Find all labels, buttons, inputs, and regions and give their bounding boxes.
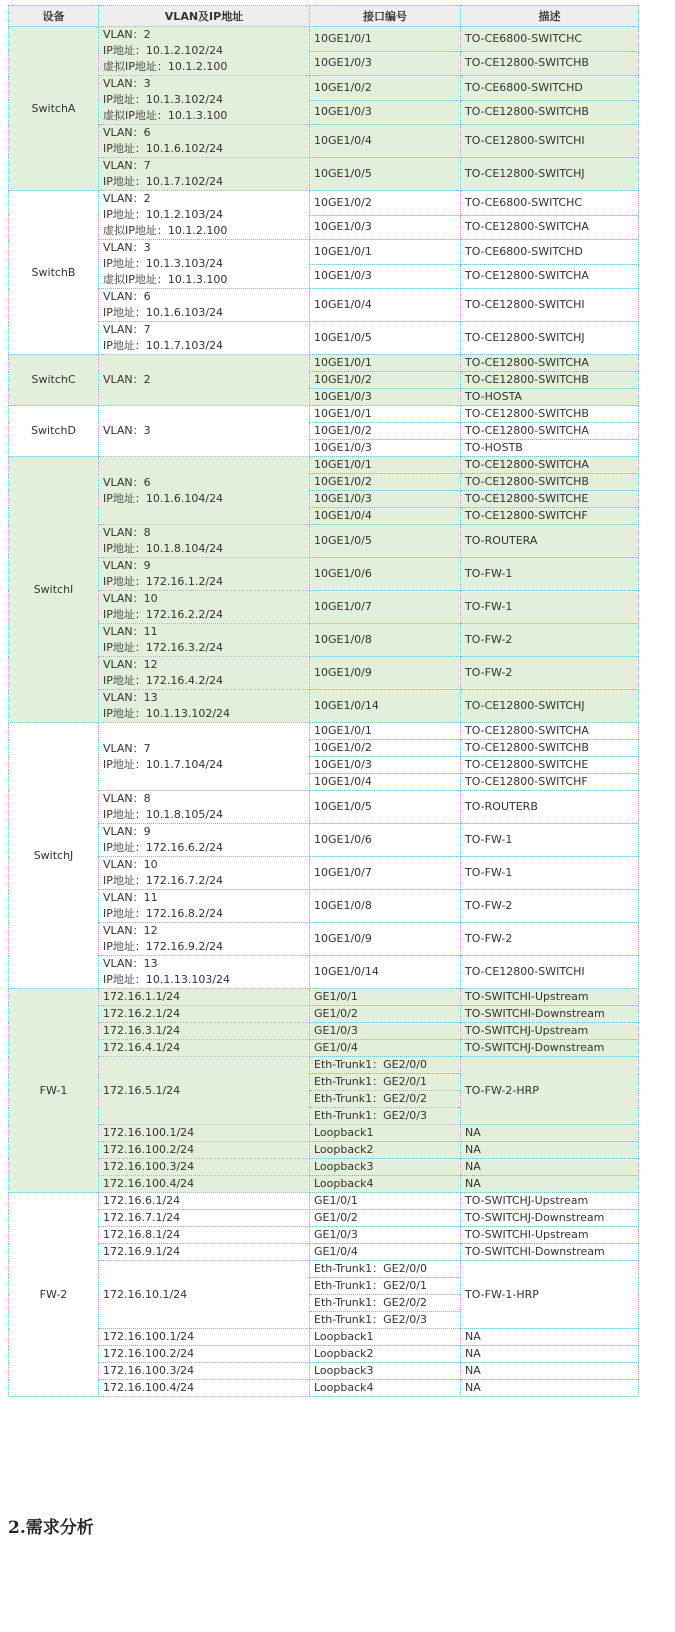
header-interface: 接口编号 xyxy=(310,6,461,27)
description-cell: TO-CE12800-SWITCHB xyxy=(461,406,639,423)
vlan-ip-line: IP地址：10.1.7.104/24 xyxy=(103,757,224,771)
interface-cell: 10GE1/0/2 xyxy=(310,423,461,440)
vlan-ip-cell xyxy=(99,322,310,355)
table-row xyxy=(9,1329,639,1346)
interface-cell: 10GE1/0/5 xyxy=(310,791,461,824)
vlan-ip-line: 虚拟IP地址：10.1.2.100 xyxy=(103,224,228,237)
interface-cell: Eth-Trunk1：GE2/0/3 xyxy=(310,1312,461,1329)
interface-cell: 10GE1/0/2 xyxy=(310,191,461,216)
description-cell: TO-FW-1 xyxy=(461,591,639,624)
device-name-cell: SwitchA xyxy=(9,27,99,191)
device-group xyxy=(9,355,639,406)
interface-cell: GE1/0/4 xyxy=(310,1244,461,1261)
interface-cell: 10GE1/0/1 xyxy=(310,723,461,740)
vlan-ip-line: VLAN：6 xyxy=(103,126,151,139)
table-row xyxy=(9,923,639,956)
vlan-ip-line: IP地址：10.1.2.103/24 xyxy=(103,208,224,221)
vlan-ip-line: IP地址：10.1.6.102/24 xyxy=(103,142,224,155)
device-name-cell: FW-1 xyxy=(9,989,99,1193)
vlan-ip-line: 172.16.100.4/24 xyxy=(103,1177,195,1190)
description-cell: TO-CE12800-SWITCHJ xyxy=(461,322,639,355)
description-cell: TO-FW-2 xyxy=(461,657,639,690)
interface-cell: Loopback2 xyxy=(310,1346,461,1363)
vlan-ip-line: 172.16.9.1/24 xyxy=(103,1245,181,1258)
interface-cell: Eth-Trunk1：GE2/0/2 xyxy=(310,1091,461,1108)
vlan-ip-line: 172.16.100.3/24 xyxy=(103,1364,195,1377)
table-row xyxy=(9,1227,639,1244)
interface-cell: GE1/0/4 xyxy=(310,1040,461,1057)
vlan-ip-cell xyxy=(99,956,310,989)
interface-cell: 10GE1/0/8 xyxy=(310,624,461,657)
vlan-ip-cell xyxy=(99,1329,310,1346)
table-row xyxy=(9,690,639,723)
interface-cell: 10GE1/0/1 xyxy=(310,240,461,265)
table-row xyxy=(9,289,639,322)
vlan-ip-line: VLAN：6 xyxy=(103,290,151,303)
vlan-ip-line: 虚拟IP地址：10.1.3.100 xyxy=(103,109,228,122)
interface-cell: Eth-Trunk1：GE2/0/0 xyxy=(310,1261,461,1278)
interface-cell: Loopback4 xyxy=(310,1176,461,1193)
vlan-ip-line: 172.16.100.1/24 xyxy=(103,1330,195,1343)
table-row xyxy=(9,791,639,824)
table-row xyxy=(9,1346,639,1363)
header-device: 设备 xyxy=(9,6,99,27)
interface-cell: 10GE1/0/1 xyxy=(310,27,461,52)
description-cell: TO-FW-2-HRP xyxy=(461,1057,639,1125)
description-cell: TO-FW-1 xyxy=(461,558,639,591)
section-heading: 2.需求分析 xyxy=(8,1518,94,1538)
description-cell: TO-CE12800-SWITCHB xyxy=(461,51,639,76)
description-cell: TO-SWITCHJ-Downstream xyxy=(461,1040,639,1057)
description-cell: TO-ROUTERB xyxy=(461,791,639,824)
description-cell: TO-CE12800-SWITCHA xyxy=(461,423,639,440)
description-cell: TO-CE12800-SWITCHB xyxy=(461,474,639,491)
interface-cell: 10GE1/0/1 xyxy=(310,406,461,423)
description-cell: TO-CE12800-SWITCHE xyxy=(461,757,639,774)
vlan-ip-line: VLAN：12 xyxy=(103,924,158,937)
description-cell: TO-SWITCHI-Downstream xyxy=(461,1006,639,1023)
table-row xyxy=(9,322,639,355)
vlan-ip-line: IP地址：172.16.1.2/24 xyxy=(103,575,224,588)
description-cell: TO-CE6800-SWITCHD xyxy=(461,76,639,101)
description-cell: TO-SWITCHI-Upstream xyxy=(461,1227,639,1244)
vlan-ip-cell xyxy=(99,1057,310,1125)
vlan-ip-cell xyxy=(99,558,310,591)
vlan-ip-line: VLAN：3 xyxy=(103,241,151,254)
device-group xyxy=(9,723,639,989)
device-plan-table xyxy=(8,5,639,1397)
vlan-ip-line: VLAN：10 xyxy=(103,592,158,605)
interface-cell: 10GE1/0/5 xyxy=(310,525,461,558)
table-row xyxy=(9,824,639,857)
table-row xyxy=(9,1176,639,1193)
table-row xyxy=(9,624,639,657)
vlan-ip-line: VLAN：10 xyxy=(103,858,158,871)
description-cell: TO-CE12800-SWITCHI xyxy=(461,289,639,322)
vlan-ip-cell xyxy=(99,824,310,857)
interface-cell: 10GE1/0/6 xyxy=(310,824,461,857)
description-cell: TO-FW-1-HRP xyxy=(461,1261,639,1329)
interface-cell: GE1/0/3 xyxy=(310,1023,461,1040)
vlan-ip-cell xyxy=(99,723,310,791)
vlan-ip-line: IP地址：10.1.13.103/24 xyxy=(103,973,231,986)
table-row xyxy=(9,125,639,158)
interface-cell: 10GE1/0/3 xyxy=(310,491,461,508)
device-group xyxy=(9,989,639,1193)
interface-cell: 10GE1/0/14 xyxy=(310,690,461,723)
interface-cell: 10GE1/0/8 xyxy=(310,890,461,923)
vlan-ip-cell xyxy=(99,989,310,1006)
vlan-ip-cell xyxy=(99,1193,310,1210)
vlan-ip-line: IP地址：10.1.8.104/24 xyxy=(103,542,224,555)
interface-cell: Loopback4 xyxy=(310,1380,461,1397)
header-row xyxy=(9,6,639,27)
vlan-ip-line: 172.16.1.1/24 xyxy=(103,990,181,1003)
vlan-ip-line: VLAN：8 xyxy=(103,792,151,805)
device-name-cell: SwitchD xyxy=(9,406,99,457)
vlan-ip-line: 172.16.10.1/24 xyxy=(103,1287,188,1301)
interface-cell: 10GE1/0/1 xyxy=(310,355,461,372)
device-name-cell: SwitchC xyxy=(9,355,99,406)
vlan-ip-cell xyxy=(99,158,310,191)
description-cell: TO-CE12800-SWITCHA xyxy=(461,723,639,740)
vlan-ip-line: 172.16.4.1/24 xyxy=(103,1041,181,1054)
table-row xyxy=(9,591,639,624)
vlan-ip-cell xyxy=(99,1125,310,1142)
vlan-ip-cell xyxy=(99,1261,310,1329)
description-cell: TO-CE12800-SWITCHA xyxy=(461,215,639,240)
vlan-ip-cell xyxy=(99,690,310,723)
device-name-cell: SwitchB xyxy=(9,191,99,355)
vlan-ip-cell xyxy=(99,624,310,657)
vlan-ip-line: IP地址：10.1.13.102/24 xyxy=(103,707,231,720)
device-name-cell: SwitchI xyxy=(9,457,99,723)
table-row xyxy=(9,558,639,591)
interface-cell: GE1/0/1 xyxy=(310,1193,461,1210)
table-row xyxy=(9,1380,639,1397)
vlan-ip-line: VLAN：6 xyxy=(103,475,151,489)
description-cell: TO-HOSTA xyxy=(461,389,639,406)
vlan-ip-cell xyxy=(99,1380,310,1397)
vlan-ip-line: VLAN：3 xyxy=(103,424,151,437)
vlan-ip-line: VLAN：9 xyxy=(103,559,151,572)
vlan-ip-cell xyxy=(99,1006,310,1023)
interface-cell: 10GE1/0/5 xyxy=(310,322,461,355)
description-cell: NA xyxy=(461,1176,639,1193)
description-cell: TO-CE12800-SWITCHA xyxy=(461,264,639,289)
vlan-ip-cell xyxy=(99,240,310,289)
interface-cell: 10GE1/0/6 xyxy=(310,558,461,591)
interface-cell: 10GE1/0/9 xyxy=(310,657,461,690)
vlan-ip-line: IP地址：172.16.6.2/24 xyxy=(103,841,224,854)
description-cell: TO-SWITCHJ-Downstream xyxy=(461,1210,639,1227)
interface-cell: 10GE1/0/9 xyxy=(310,923,461,956)
vlan-ip-cell xyxy=(99,76,310,125)
vlan-ip-line: VLAN：2 xyxy=(103,28,151,41)
vlan-ip-line: IP地址：10.1.7.103/24 xyxy=(103,339,224,352)
interface-cell: Loopback1 xyxy=(310,1329,461,1346)
interface-cell: 10GE1/0/4 xyxy=(310,289,461,322)
vlan-ip-cell xyxy=(99,791,310,824)
description-cell: TO-CE6800-SWITCHD xyxy=(461,240,639,265)
interface-cell: GE1/0/2 xyxy=(310,1210,461,1227)
vlan-ip-line: VLAN：8 xyxy=(103,526,151,539)
table-row xyxy=(9,525,639,558)
vlan-ip-line: IP地址：10.1.3.102/24 xyxy=(103,93,224,106)
interface-cell: Eth-Trunk1：GE2/0/3 xyxy=(310,1108,461,1125)
table-header xyxy=(9,6,639,27)
vlan-ip-cell xyxy=(99,1023,310,1040)
description-cell: TO-CE12800-SWITCHJ xyxy=(461,690,639,723)
interface-cell: 10GE1/0/3 xyxy=(310,757,461,774)
table-row xyxy=(9,989,639,1006)
table-row xyxy=(9,1023,639,1040)
table-row xyxy=(9,1040,639,1057)
table-row xyxy=(9,191,639,216)
interface-cell: 10GE1/0/4 xyxy=(310,508,461,525)
vlan-ip-line: IP地址：10.1.6.104/24 xyxy=(103,491,224,505)
interface-cell: 10GE1/0/3 xyxy=(310,51,461,76)
table-row xyxy=(9,457,639,474)
description-cell: TO-ROUTERA xyxy=(461,525,639,558)
vlan-ip-line: IP地址：10.1.3.103/24 xyxy=(103,257,224,270)
interface-cell: 10GE1/0/3 xyxy=(310,100,461,125)
vlan-ip-line: VLAN：12 xyxy=(103,658,158,671)
description-cell: NA xyxy=(461,1159,639,1176)
description-cell: TO-CE12800-SWITCHB xyxy=(461,372,639,389)
description-cell: TO-CE6800-SWITCHC xyxy=(461,27,639,52)
interface-cell: Loopback2 xyxy=(310,1142,461,1159)
vlan-ip-cell xyxy=(99,355,310,406)
interface-cell: 10GE1/0/5 xyxy=(310,158,461,191)
vlan-ip-cell xyxy=(99,406,310,457)
interface-cell: Eth-Trunk1：GE2/0/2 xyxy=(310,1295,461,1312)
vlan-ip-line: 172.16.3.1/24 xyxy=(103,1024,181,1037)
table-row xyxy=(9,890,639,923)
interface-cell: Loopback3 xyxy=(310,1363,461,1380)
table-row xyxy=(9,406,639,423)
description-cell: TO-FW-2 xyxy=(461,923,639,956)
device-group xyxy=(9,457,639,723)
interface-cell: 10GE1/0/3 xyxy=(310,264,461,289)
vlan-ip-cell xyxy=(99,1159,310,1176)
table-row xyxy=(9,76,639,101)
header-vlan-ip: VLAN及IP地址 xyxy=(99,6,310,27)
vlan-ip-line: VLAN：13 xyxy=(103,691,158,704)
vlan-ip-line: IP地址：10.1.7.102/24 xyxy=(103,175,224,188)
vlan-ip-line: IP地址：172.16.8.2/24 xyxy=(103,907,224,920)
vlan-ip-cell xyxy=(99,125,310,158)
vlan-ip-line: VLAN：9 xyxy=(103,825,151,838)
table-row xyxy=(9,1159,639,1176)
table-row xyxy=(9,1210,639,1227)
table-row xyxy=(9,1363,639,1380)
interface-cell: 10GE1/0/14 xyxy=(310,956,461,989)
description-cell: TO-FW-2 xyxy=(461,624,639,657)
description-cell: NA xyxy=(461,1142,639,1159)
vlan-ip-line: IP地址：172.16.7.2/24 xyxy=(103,874,224,887)
vlan-ip-cell xyxy=(99,191,310,240)
vlan-ip-cell xyxy=(99,289,310,322)
interface-cell: 10GE1/0/2 xyxy=(310,740,461,757)
table-row xyxy=(9,1125,639,1142)
vlan-ip-line: IP地址：172.16.9.2/24 xyxy=(103,940,224,953)
vlan-ip-line: 虚拟IP地址：10.1.2.100 xyxy=(103,60,228,73)
description-cell: TO-CE6800-SWITCHC xyxy=(461,191,639,216)
description-cell: TO-SWITCHJ-Upstream xyxy=(461,1193,639,1210)
vlan-ip-line: IP地址：172.16.4.2/24 xyxy=(103,674,224,687)
device-name-cell: SwitchJ xyxy=(9,723,99,989)
vlan-ip-line: VLAN：7 xyxy=(103,323,151,336)
vlan-ip-line: 172.16.5.1/24 xyxy=(103,1083,181,1097)
interface-cell: 10GE1/0/2 xyxy=(310,76,461,101)
vlan-ip-cell xyxy=(99,591,310,624)
description-cell: TO-HOSTB xyxy=(461,440,639,457)
description-cell: TO-CE12800-SWITCHE xyxy=(461,491,639,508)
vlan-ip-cell xyxy=(99,525,310,558)
description-cell: TO-FW-1 xyxy=(461,824,639,857)
table-row xyxy=(9,1057,639,1074)
table-row xyxy=(9,158,639,191)
vlan-ip-line: 172.16.100.1/24 xyxy=(103,1126,195,1139)
vlan-ip-line: IP地址：172.16.3.2/24 xyxy=(103,641,224,654)
interface-cell: Loopback1 xyxy=(310,1125,461,1142)
interface-cell: Eth-Trunk1：GE2/0/0 xyxy=(310,1057,461,1074)
interface-cell: 10GE1/0/2 xyxy=(310,474,461,491)
vlan-ip-cell xyxy=(99,1244,310,1261)
table-row xyxy=(9,857,639,890)
table-row xyxy=(9,355,639,372)
vlan-ip-cell xyxy=(99,1346,310,1363)
vlan-ip-line: 172.16.8.1/24 xyxy=(103,1228,181,1241)
vlan-ip-line: 172.16.6.1/24 xyxy=(103,1194,181,1207)
vlan-ip-line: IP地址：10.1.2.102/24 xyxy=(103,44,224,57)
description-cell: NA xyxy=(461,1329,639,1346)
interface-cell: GE1/0/2 xyxy=(310,1006,461,1023)
vlan-ip-line: 172.16.100.2/24 xyxy=(103,1143,195,1156)
vlan-ip-line: IP地址：10.1.8.105/24 xyxy=(103,808,224,821)
vlan-ip-cell xyxy=(99,1176,310,1193)
description-cell: NA xyxy=(461,1380,639,1397)
vlan-ip-line: IP地址：172.16.2.2/24 xyxy=(103,608,224,621)
table-row xyxy=(9,956,639,989)
interface-cell: GE1/0/3 xyxy=(310,1227,461,1244)
interface-cell: 10GE1/0/7 xyxy=(310,857,461,890)
table-row xyxy=(9,1142,639,1159)
table-row xyxy=(9,1193,639,1210)
vlan-ip-cell xyxy=(99,1227,310,1244)
description-cell: TO-CE12800-SWITCHA xyxy=(461,457,639,474)
vlan-ip-line: 172.16.100.4/24 xyxy=(103,1381,195,1394)
interface-cell: 10GE1/0/3 xyxy=(310,440,461,457)
vlan-ip-cell xyxy=(99,1363,310,1380)
description-cell: TO-SWITCHI-Upstream xyxy=(461,989,639,1006)
description-cell: TO-CE12800-SWITCHF xyxy=(461,508,639,525)
description-cell: NA xyxy=(461,1125,639,1142)
interface-cell: 10GE1/0/4 xyxy=(310,125,461,158)
table-row xyxy=(9,27,639,52)
interface-cell: Loopback3 xyxy=(310,1159,461,1176)
description-cell: TO-SWITCHI-Downstream xyxy=(461,1244,639,1261)
vlan-ip-line: VLAN：11 xyxy=(103,891,158,904)
vlan-ip-cell xyxy=(99,657,310,690)
device-group xyxy=(9,1193,639,1397)
interface-cell: Eth-Trunk1：GE2/0/1 xyxy=(310,1074,461,1091)
description-cell: TO-FW-1 xyxy=(461,857,639,890)
vlan-ip-line: VLAN：11 xyxy=(103,625,158,638)
vlan-ip-line: VLAN：7 xyxy=(103,741,151,755)
vlan-ip-cell xyxy=(99,1142,310,1159)
table-row xyxy=(9,1006,639,1023)
interface-cell: 10GE1/0/7 xyxy=(310,591,461,624)
header-description: 描述 xyxy=(461,6,639,27)
description-cell: TO-CE12800-SWITCHI xyxy=(461,125,639,158)
description-cell: NA xyxy=(461,1363,639,1380)
description-cell: TO-CE12800-SWITCHI xyxy=(461,956,639,989)
vlan-ip-line: 172.16.7.1/24 xyxy=(103,1211,181,1224)
interface-cell: 10GE1/0/3 xyxy=(310,389,461,406)
device-group xyxy=(9,406,639,457)
vlan-ip-line: VLAN：3 xyxy=(103,77,151,90)
table-row xyxy=(9,1261,639,1278)
description-cell: NA xyxy=(461,1346,639,1363)
vlan-ip-cell xyxy=(99,1210,310,1227)
table-row xyxy=(9,723,639,740)
table-row xyxy=(9,1244,639,1261)
vlan-ip-line: VLAN：2 xyxy=(103,192,151,205)
vlan-ip-cell xyxy=(99,457,310,525)
vlan-ip-cell xyxy=(99,857,310,890)
description-cell: TO-CE12800-SWITCHA xyxy=(461,355,639,372)
vlan-ip-line: 172.16.2.1/24 xyxy=(103,1007,181,1020)
interface-cell: GE1/0/1 xyxy=(310,989,461,1006)
vlan-ip-cell xyxy=(99,27,310,76)
device-group xyxy=(9,191,639,355)
description-cell: TO-CE12800-SWITCHB xyxy=(461,100,639,125)
description-cell: TO-FW-2 xyxy=(461,890,639,923)
vlan-ip-line: VLAN：13 xyxy=(103,957,158,970)
device-name-cell: FW-2 xyxy=(9,1193,99,1397)
device-group xyxy=(9,27,639,191)
interface-cell: 10GE1/0/3 xyxy=(310,215,461,240)
vlan-ip-line: 172.16.100.3/24 xyxy=(103,1160,195,1173)
interface-cell: Eth-Trunk1：GE2/0/1 xyxy=(310,1278,461,1295)
vlan-ip-line: 172.16.100.2/24 xyxy=(103,1347,195,1360)
interface-cell: 10GE1/0/4 xyxy=(310,774,461,791)
description-cell: TO-SWITCHJ-Upstream xyxy=(461,1023,639,1040)
description-cell: TO-CE12800-SWITCHJ xyxy=(461,158,639,191)
vlan-ip-line: 虚拟IP地址：10.1.3.100 xyxy=(103,273,228,286)
interface-cell: 10GE1/0/1 xyxy=(310,457,461,474)
vlan-ip-line: IP地址：10.1.6.103/24 xyxy=(103,306,224,319)
interface-cell: 10GE1/0/2 xyxy=(310,372,461,389)
vlan-ip-cell xyxy=(99,1040,310,1057)
vlan-ip-cell xyxy=(99,923,310,956)
vlan-ip-line: VLAN：7 xyxy=(103,159,151,172)
description-cell: TO-CE12800-SWITCHB xyxy=(461,740,639,757)
vlan-ip-line: VLAN：2 xyxy=(103,373,151,386)
vlan-ip-cell xyxy=(99,890,310,923)
table-row xyxy=(9,657,639,690)
table-row xyxy=(9,240,639,265)
description-cell: TO-CE12800-SWITCHF xyxy=(461,774,639,791)
